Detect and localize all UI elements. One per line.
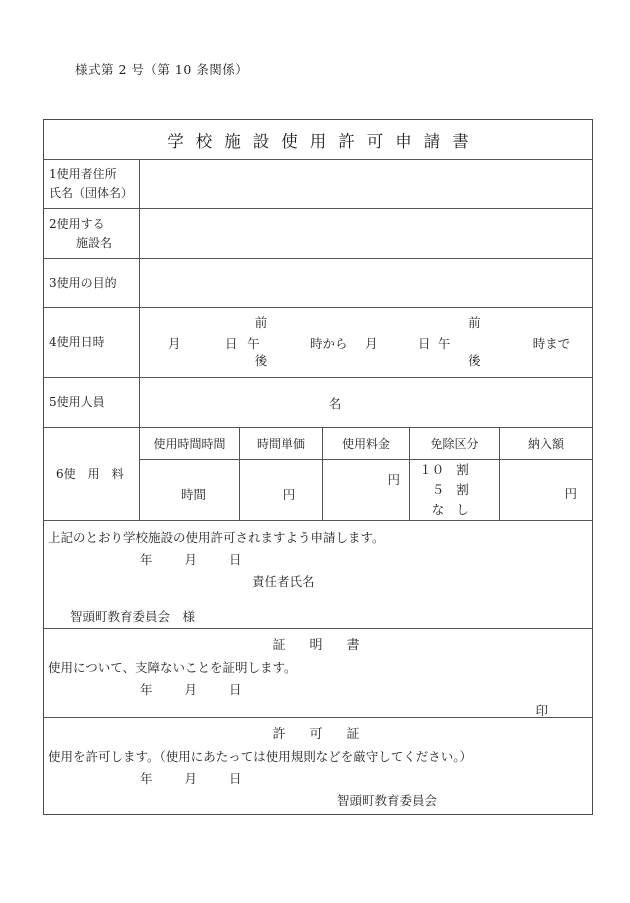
row-purpose-label [44,259,140,307]
fee-header-exemption: 免除区分 [410,428,500,459]
from-hour-suffix: 時から [309,335,348,351]
row-people [44,378,592,428]
permit-month-unit: 月 [184,771,198,786]
to-hour-suffix: 時まで [532,335,571,351]
fee-header-usage-hours: 使用時間時間 [140,428,240,459]
from-month-unit: 月 [168,335,181,351]
certificate-year-unit: 年 [140,682,153,697]
permit-section [44,718,592,814]
row-applicant-label [44,160,140,208]
fee-header-row [140,428,592,460]
row-applicant-value-cell [140,160,592,208]
application-day-unit: 日 [229,552,242,567]
from-am-option: 前 [254,315,268,330]
row-facility [44,209,592,259]
to-pm-option: 後 [468,353,481,368]
to-month-unit: 月 [365,335,378,351]
exemption-option-none: な し [431,502,469,517]
from-ampm-selector [255,313,268,369]
certificate-month-unit: 月 [184,682,198,697]
fee-cell-hourly-rate [240,460,323,520]
row-purpose [44,259,592,308]
permit-statement: 使用を許可します。（使用にあたっては使用規則などを厳守してください。） [48,749,473,764]
row-applicant-label-line1: 1使用者住所 [49,167,117,181]
row-applicant-label-line2: 氏名（団体名） [49,186,134,200]
application-month-unit: 月 [184,552,198,567]
fee-header-amount-paid: 納入額 [527,437,564,451]
from-day-unit: 日 [224,335,238,351]
certificate-statement: 使用について、支障ないことを証明します。 [48,660,297,675]
from-pm-option: 後 [254,353,268,368]
row-purpose-value-cell [140,259,592,307]
application-section [44,521,592,629]
application-date-line [140,549,584,571]
row-people-label-text: 5使用人員 [49,395,105,409]
permit-title: 許可証 [272,727,384,742]
row-purpose-label-text: 3使用の目的 [49,275,117,290]
row-fee-label-text: 6使 用 料 [56,466,124,481]
responsible-person-label: 責任者氏名 [252,574,315,589]
row-people-label [44,378,140,427]
row-datetime [44,308,592,378]
fee-cell-usage-fee [323,460,410,520]
usage-fee-yen-label: 円 [387,472,400,487]
to-day-unit: 日 [417,335,431,351]
application-year-unit: 年 [140,552,153,567]
row-people-value-cell [140,378,592,427]
row-facility-label [44,209,140,258]
application-statement: 上記のとおり学校施設の使用許可されますよう申請します。 [48,530,385,545]
row-facility-label-line2: 施設名 [76,235,113,250]
permit-year-unit: 年 [140,771,153,786]
form-number-label: 様式第 2 号（第 10 条関係） [75,62,249,77]
row-facility-value-cell [140,209,592,258]
seal-mark: 印 [535,703,548,718]
permit-date-line [140,768,584,790]
hours-unit-label: 時間 [180,487,206,502]
row-fee [44,428,592,521]
to-am-option: 前 [468,315,481,330]
row-facility-label-line1: 2使用する [49,216,105,231]
row-applicant [44,160,592,209]
amount-paid-yen-label: 円 [564,486,577,501]
fee-header-hourly-rate: 時間単価 [240,428,323,459]
exemption-option-5: ５ 割 [431,482,469,497]
exemption-option-10: １０ 割 [419,462,469,477]
application-form-table [43,119,593,815]
row-datetime-label-text: 4使用日時 [49,335,105,349]
hourly-rate-yen-label: 円 [282,487,296,502]
to-ampm-selector [468,313,481,369]
row-datetime-value-cell [140,308,592,377]
fee-cell-amount-paid [500,460,592,520]
certificate-date-line [140,679,584,701]
fee-cell-exemption-options [410,460,500,520]
certificate-title: 証明書 [272,638,384,653]
fee-header-usage-fee: 使用料金 [323,428,410,459]
row-datetime-label [44,308,140,377]
people-count-unit: 名 [328,395,342,411]
from-noon-char: 午 [247,335,260,351]
permit-issuer: 智頭町教育委員会 [337,793,438,808]
row-fee-label [44,428,140,520]
to-noon-char: 午 [437,335,451,351]
certificate-day-unit: 日 [229,682,242,697]
certificate-section [44,629,592,718]
fee-subtable [140,428,592,520]
addressee-line: 智頭町教育委員会 様 [70,609,196,624]
permit-day-unit: 日 [229,771,242,786]
fee-value-row [140,460,592,520]
form-title: 学校施設使用許可申請書 [44,120,592,160]
fee-cell-usage-hours [140,460,240,520]
